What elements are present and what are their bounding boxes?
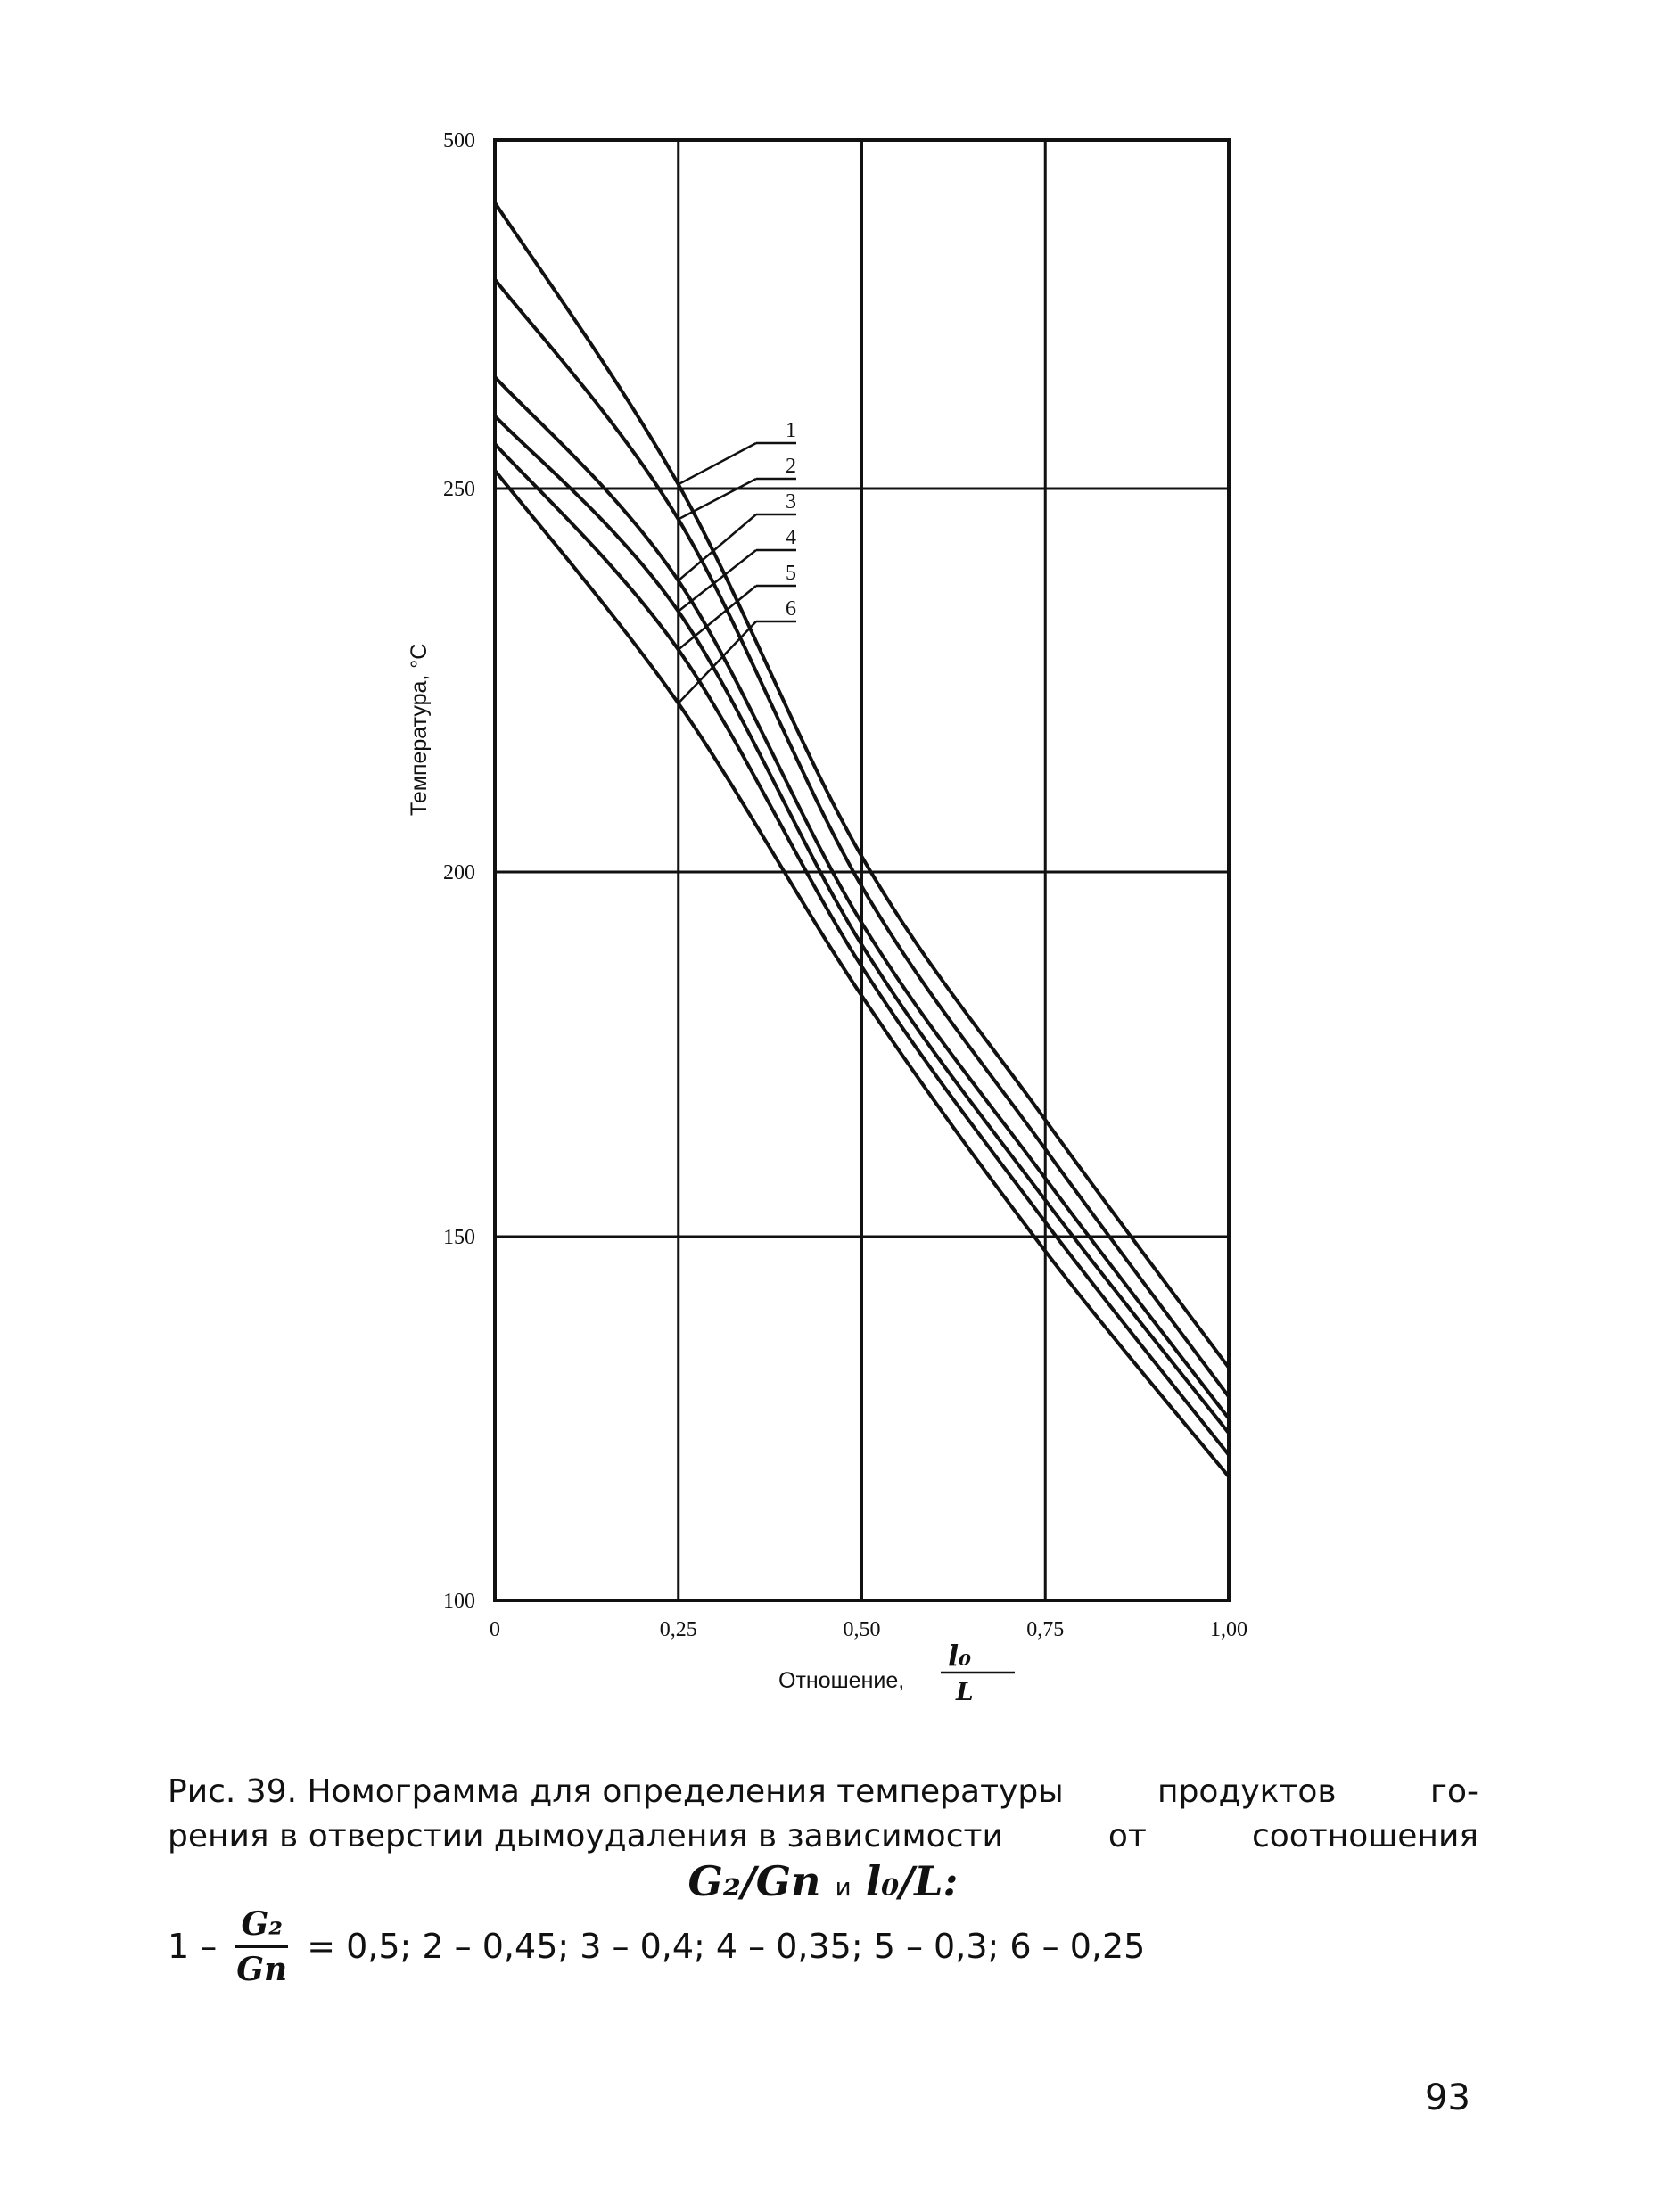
caption-line-1-part-3: го- <box>1430 1773 1478 1810</box>
series-label-1: 1 <box>786 419 796 442</box>
caption-line-1-part-1: Рис. 39. Номограмма для определения температуры <box>168 1773 1064 1810</box>
caption-line-2-part-3: соотношения <box>1251 1818 1478 1854</box>
page-number: 93 <box>1425 2077 1470 2118</box>
y-tick-label: 250 <box>443 478 475 501</box>
y-tick-label: 150 <box>443 1226 475 1249</box>
series-leader-3 <box>679 514 756 580</box>
x-tick-label: 1,00 <box>1210 1618 1247 1641</box>
x-tick-label: 0 <box>490 1618 500 1641</box>
figure-caption <box>168 1770 1487 1910</box>
series-label-6: 6 <box>786 597 796 621</box>
x-tick-label: 0,25 <box>659 1618 697 1641</box>
y-tick-label: 200 <box>443 861 475 884</box>
series-leader-6 <box>679 621 756 703</box>
series-label-2: 2 <box>786 455 796 478</box>
caption-line-2-part-1: рения в отверстии дымоудаления в зависимости <box>168 1818 1003 1854</box>
caption-ratio-g: G₂/Gп <box>687 1857 821 1905</box>
x-tick-label: 0,50 <box>843 1618 881 1641</box>
y-tick-label: 100 <box>443 1590 475 1613</box>
caption-ratio-l: l₀/L: <box>865 1857 959 1905</box>
x-axis-fraction-denominator: L <box>956 1677 974 1706</box>
caption-legend-row <box>168 1897 1145 1995</box>
legend-prefix: 1 – <box>168 1927 218 1966</box>
caption-line-1 <box>168 1770 1478 1814</box>
x-axis-fraction-numerator: l₀ <box>948 1639 972 1673</box>
chart-grid <box>495 140 1229 1600</box>
caption-line-2-part-2: от <box>1107 1818 1147 1854</box>
caption-line-1-part-2: продуктов <box>1157 1773 1337 1810</box>
y-tick-label: 500 <box>443 129 475 152</box>
legend-fraction-numerator: G₂ <box>235 1904 288 1948</box>
legend-values: = 0,5; 2 – 0,45; 3 – 0,4; 4 – 0,35; 5 – 0,3; 6 – 0,25 <box>307 1927 1146 1966</box>
x-tick-label: 0,75 <box>1026 1618 1065 1641</box>
series-label-4: 4 <box>786 526 796 549</box>
legend-fraction-denominator: Gп <box>236 1950 288 1988</box>
caption-and-word: и <box>835 1872 852 1902</box>
series-label-3: 3 <box>786 490 796 514</box>
series-label-5: 5 <box>786 562 796 585</box>
series-labels <box>679 419 796 703</box>
tick-labels <box>443 129 1247 1641</box>
series-leader-1 <box>679 443 756 484</box>
x-axis-label: Отношение, <box>778 1668 905 1693</box>
legend-fraction <box>231 1904 292 1989</box>
series-leader-2 <box>679 479 756 519</box>
caption-line-2 <box>168 1814 1478 1859</box>
y-axis-label: Температура, °С <box>407 643 432 816</box>
